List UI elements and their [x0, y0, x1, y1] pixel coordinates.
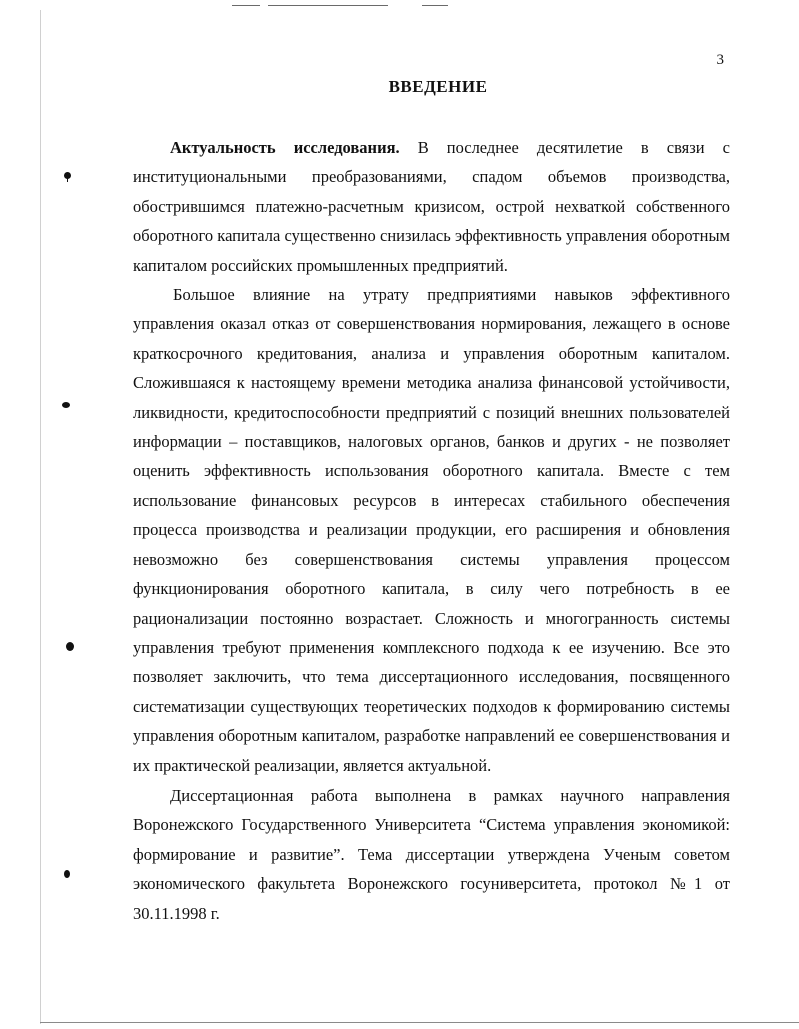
- page-number: 3: [716, 52, 724, 68]
- scan-artifact-line: [422, 5, 448, 6]
- paragraph-lead: Актуальность исследования.: [170, 138, 400, 157]
- margin-mark: [64, 870, 70, 878]
- scan-border-left: [40, 10, 41, 1024]
- scan-artifact-line: [232, 5, 260, 6]
- paragraph-influence: Большое влияние на утрату предприятиями навыков эффективного управления оказал отказ от совершенствования нормирования, лежащего в основе краткосрочного кредитования, анализа и управления оборотным капиталом. Сложившаяся к настоящему времени методика анализа финансовой устойчивости, ликвидности, кредитоспособности предприятий с позиций внешних пользователей информации – поставщиков, налоговых органов, банков и других - не позволяет оценить эффективность использования оборотного капитала. Вместе с тем использование финансовых ресурсов в интересах стабильного обеспечения процесса производства и реализации продукции, его расширения и обновления невозможно без совершенствования системы управления процессом функционирования оборотного капитала, в силу чего потребность в ее рационализации постоянно возрастает. Сложность и многогранность системы управления требуют применения комплексного подхода к ее изучению. Все это позволяет заключить, что тема диссертационного исследования, посвященного систематизации существующих теоретических подходов к формированию системы управления оборотным капиталом, разработке направлений ее совершенствования и их практической реализации, является актуальной.: [133, 285, 730, 775]
- scan-artifact-line: [268, 5, 388, 6]
- margin-mark: [66, 642, 74, 651]
- scan-border-bottom: [40, 1022, 799, 1023]
- paragraph-research-direction: Диссертационная работа выполнена в рамках научного направления Воронежского Государственного Университета “Система управления экономикой: формирование и развитие”. Тема диссертации утверждена Ученым советом экономического факультета Воронежского госуниверситета, протокол №1 от 30.11.1998 г.: [133, 785, 730, 923]
- paragraph-text: В последнее десятилетие в связи с институциональными преобразованиями, спадом объемов производства, обострившимся платежно-расчетным кризисом, острой нехваткой собственного оборотного капитала существенно снизилась эффективность управления оборотным капиталом российских промышленных предприятий.: [133, 138, 730, 275]
- paragraph-relevance: [133, 133, 730, 280]
- page-title: ВВЕДЕНИЕ: [388, 77, 488, 96]
- body-text: [133, 133, 730, 928]
- margin-mark: [62, 402, 70, 408]
- margin-mark: [64, 172, 71, 179]
